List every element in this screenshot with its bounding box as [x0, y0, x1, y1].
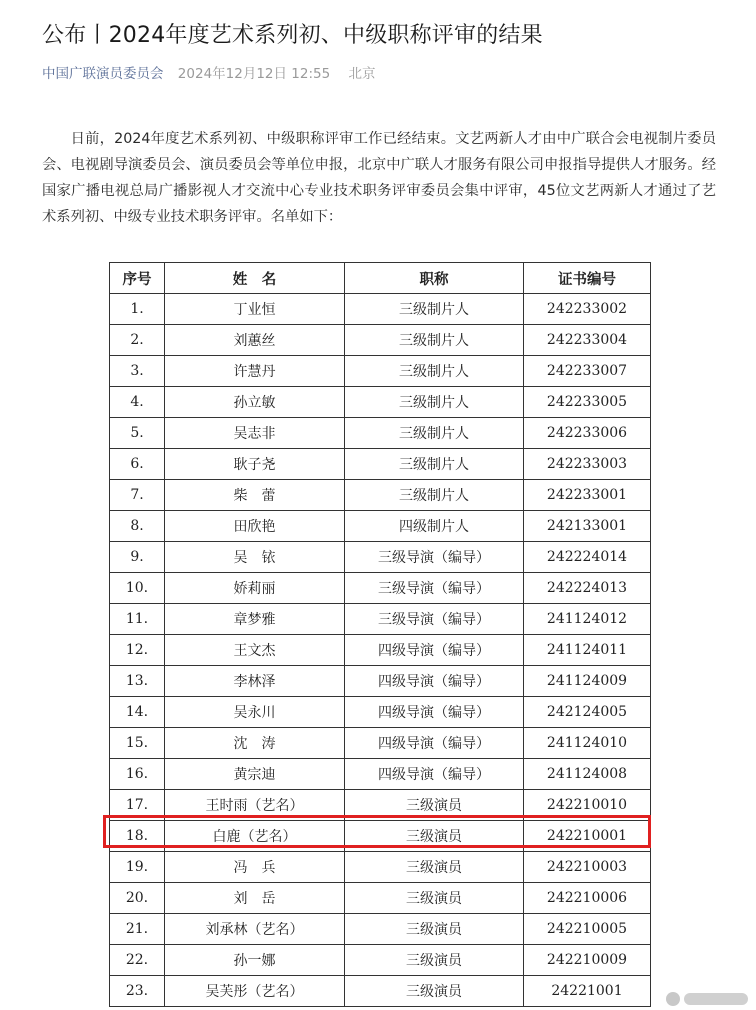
account-name-link[interactable]: 中国广联演员委员会 — [42, 66, 164, 82]
cell-cert: 242124005 — [524, 697, 651, 728]
cell-index: 22. — [110, 945, 165, 976]
table-header-row — [110, 263, 651, 294]
cell-title: 三级演员 — [345, 883, 524, 914]
cell-cert: 242233006 — [524, 418, 651, 449]
table-row — [110, 976, 651, 1007]
cell-name: 吴永川 — [165, 697, 345, 728]
cell-title: 三级导演（编导） — [345, 542, 524, 573]
cell-cert: 24221001 — [524, 976, 651, 1007]
table-row — [110, 418, 651, 449]
cell-name: 田欣艳 — [165, 511, 345, 542]
cell-cert: 242210009 — [524, 945, 651, 976]
cell-cert: 241124008 — [524, 759, 651, 790]
cell-index: 5. — [110, 418, 165, 449]
cell-title: 四级导演（编导） — [345, 635, 524, 666]
table-row — [110, 945, 651, 976]
cell-cert: 241124011 — [524, 635, 651, 666]
cell-name: 孙立敏 — [165, 387, 345, 418]
cell-title: 三级制片人 — [345, 325, 524, 356]
cell-title: 三级制片人 — [345, 387, 524, 418]
cell-title: 三级导演（编导） — [345, 604, 524, 635]
table-row — [110, 883, 651, 914]
table-row — [110, 449, 651, 480]
cell-cert: 241124009 — [524, 666, 651, 697]
cell-cert: 242233005 — [524, 387, 651, 418]
roster-body — [110, 294, 651, 1007]
cell-index: 1. — [110, 294, 165, 325]
cell-title: 四级导演（编导） — [345, 697, 524, 728]
cell-cert: 242210003 — [524, 852, 651, 883]
cell-cert: 241124010 — [524, 728, 651, 759]
cell-title: 三级演员 — [345, 790, 524, 821]
roster-table — [109, 262, 651, 1007]
cell-name: 白鹿（艺名） — [165, 821, 345, 852]
cell-name: 刘承林（艺名） — [165, 914, 345, 945]
cell-name: 耿子尧 — [165, 449, 345, 480]
cell-title: 三级制片人 — [345, 418, 524, 449]
table-row — [110, 356, 651, 387]
table-row — [110, 387, 651, 418]
cell-cert: 242224013 — [524, 573, 651, 604]
cell-index: 10. — [110, 573, 165, 604]
table-row — [110, 604, 651, 635]
table-row — [110, 325, 651, 356]
cell-cert: 242210001 — [524, 821, 651, 852]
cell-title: 四级导演（编导） — [345, 759, 524, 790]
cell-cert: 242233003 — [524, 449, 651, 480]
cell-index: 2. — [110, 325, 165, 356]
cell-title: 四级导演（编导） — [345, 728, 524, 759]
cell-name: 柴 蕾 — [165, 480, 345, 511]
cell-name: 刘 岳 — [165, 883, 345, 914]
cell-index: 11. — [110, 604, 165, 635]
publish-location: 北京 — [348, 66, 376, 82]
cell-name: 许慧丹 — [165, 356, 345, 387]
cell-index: 3. — [110, 356, 165, 387]
table-row — [110, 666, 651, 697]
watermark — [666, 992, 748, 1006]
table-row — [110, 759, 651, 790]
cell-index: 7. — [110, 480, 165, 511]
table-row — [110, 542, 651, 573]
cell-cert: 242210005 — [524, 914, 651, 945]
cell-index: 20. — [110, 883, 165, 914]
cell-index: 16. — [110, 759, 165, 790]
cell-name: 冯 兵 — [165, 852, 345, 883]
article-meta — [42, 62, 376, 82]
cell-index: 8. — [110, 511, 165, 542]
cell-name: 吴芙彤（艺名） — [165, 976, 345, 1007]
cell-title: 四级导演（编导） — [345, 666, 524, 697]
publish-datetime: 2024年12月12日 12:55 — [177, 66, 331, 82]
intro-paragraph: 日前，2024年度艺术系列初、中级职称评审工作已经结束。文艺两新人才由中广联合会电视制片委员会、电视剧导演委员会、演员委员会等单位申报，北京中广联人才服务有限公司申报指导提供人才服务。经国家广播电视总局广播影视人才交流中心专业技术职务评审委员会集中评审，45位文艺两新人才通过了艺术系列初、中级专业技术职务评审。名单如下： — [42, 131, 716, 225]
table-row — [110, 790, 651, 821]
cell-cert: 242224014 — [524, 542, 651, 573]
cell-name: 王时雨（艺名） — [165, 790, 345, 821]
table-row — [110, 635, 651, 666]
cell-index: 14. — [110, 697, 165, 728]
header-index: 序号 — [110, 263, 165, 294]
header-name: 姓 名 — [165, 263, 345, 294]
cell-index: 15. — [110, 728, 165, 759]
cell-title: 三级制片人 — [345, 294, 524, 325]
cell-name: 吴 铱 — [165, 542, 345, 573]
cell-index: 18. — [110, 821, 165, 852]
table-row — [110, 573, 651, 604]
table-row — [110, 480, 651, 511]
cell-title: 三级演员 — [345, 945, 524, 976]
cell-cert: 242210010 — [524, 790, 651, 821]
cell-index: 4. — [110, 387, 165, 418]
cell-name: 章梦雅 — [165, 604, 345, 635]
cell-title: 三级制片人 — [345, 449, 524, 480]
article-title: 公布丨2024年度艺术系列初、中级职称评审的结果 — [42, 23, 543, 48]
cell-name: 娇莉丽 — [165, 573, 345, 604]
table-row — [110, 697, 651, 728]
cell-title: 三级制片人 — [345, 480, 524, 511]
cell-index: 21. — [110, 914, 165, 945]
watermark-logo-icon — [666, 992, 680, 1006]
cell-title: 三级演员 — [345, 821, 524, 852]
cell-cert: 242233002 — [524, 294, 651, 325]
table-row — [110, 914, 651, 945]
cell-index: 12. — [110, 635, 165, 666]
cell-cert: 242133001 — [524, 511, 651, 542]
table-row — [110, 852, 651, 883]
cell-title: 三级演员 — [345, 976, 524, 1007]
table-row — [110, 728, 651, 759]
cell-title: 三级导演（编导） — [345, 573, 524, 604]
table-row — [110, 294, 651, 325]
table-row — [110, 821, 651, 852]
cell-title: 三级演员 — [345, 914, 524, 945]
cell-index: 6. — [110, 449, 165, 480]
cell-title: 三级制片人 — [345, 356, 524, 387]
cell-title: 四级制片人 — [345, 511, 524, 542]
cell-cert: 242233001 — [524, 480, 651, 511]
cell-cert: 242233004 — [524, 325, 651, 356]
cell-index: 17. — [110, 790, 165, 821]
cell-cert: 241124012 — [524, 604, 651, 635]
header-cert: 证书编号 — [524, 263, 651, 294]
cell-index: 23. — [110, 976, 165, 1007]
cell-name: 黄宗迪 — [165, 759, 345, 790]
table-row — [110, 511, 651, 542]
cell-index: 9. — [110, 542, 165, 573]
cell-cert: 242210006 — [524, 883, 651, 914]
cell-index: 13. — [110, 666, 165, 697]
cell-cert: 242233007 — [524, 356, 651, 387]
cell-name: 刘蕙丝 — [165, 325, 345, 356]
cell-name: 李林泽 — [165, 666, 345, 697]
header-title: 职称 — [345, 263, 524, 294]
cell-name: 丁业恒 — [165, 294, 345, 325]
watermark-bar — [684, 993, 748, 1005]
cell-name: 沈 涛 — [165, 728, 345, 759]
cell-title: 三级演员 — [345, 852, 524, 883]
cell-name: 孙一娜 — [165, 945, 345, 976]
cell-index: 19. — [110, 852, 165, 883]
cell-name: 吴志非 — [165, 418, 345, 449]
cell-name: 王文杰 — [165, 635, 345, 666]
